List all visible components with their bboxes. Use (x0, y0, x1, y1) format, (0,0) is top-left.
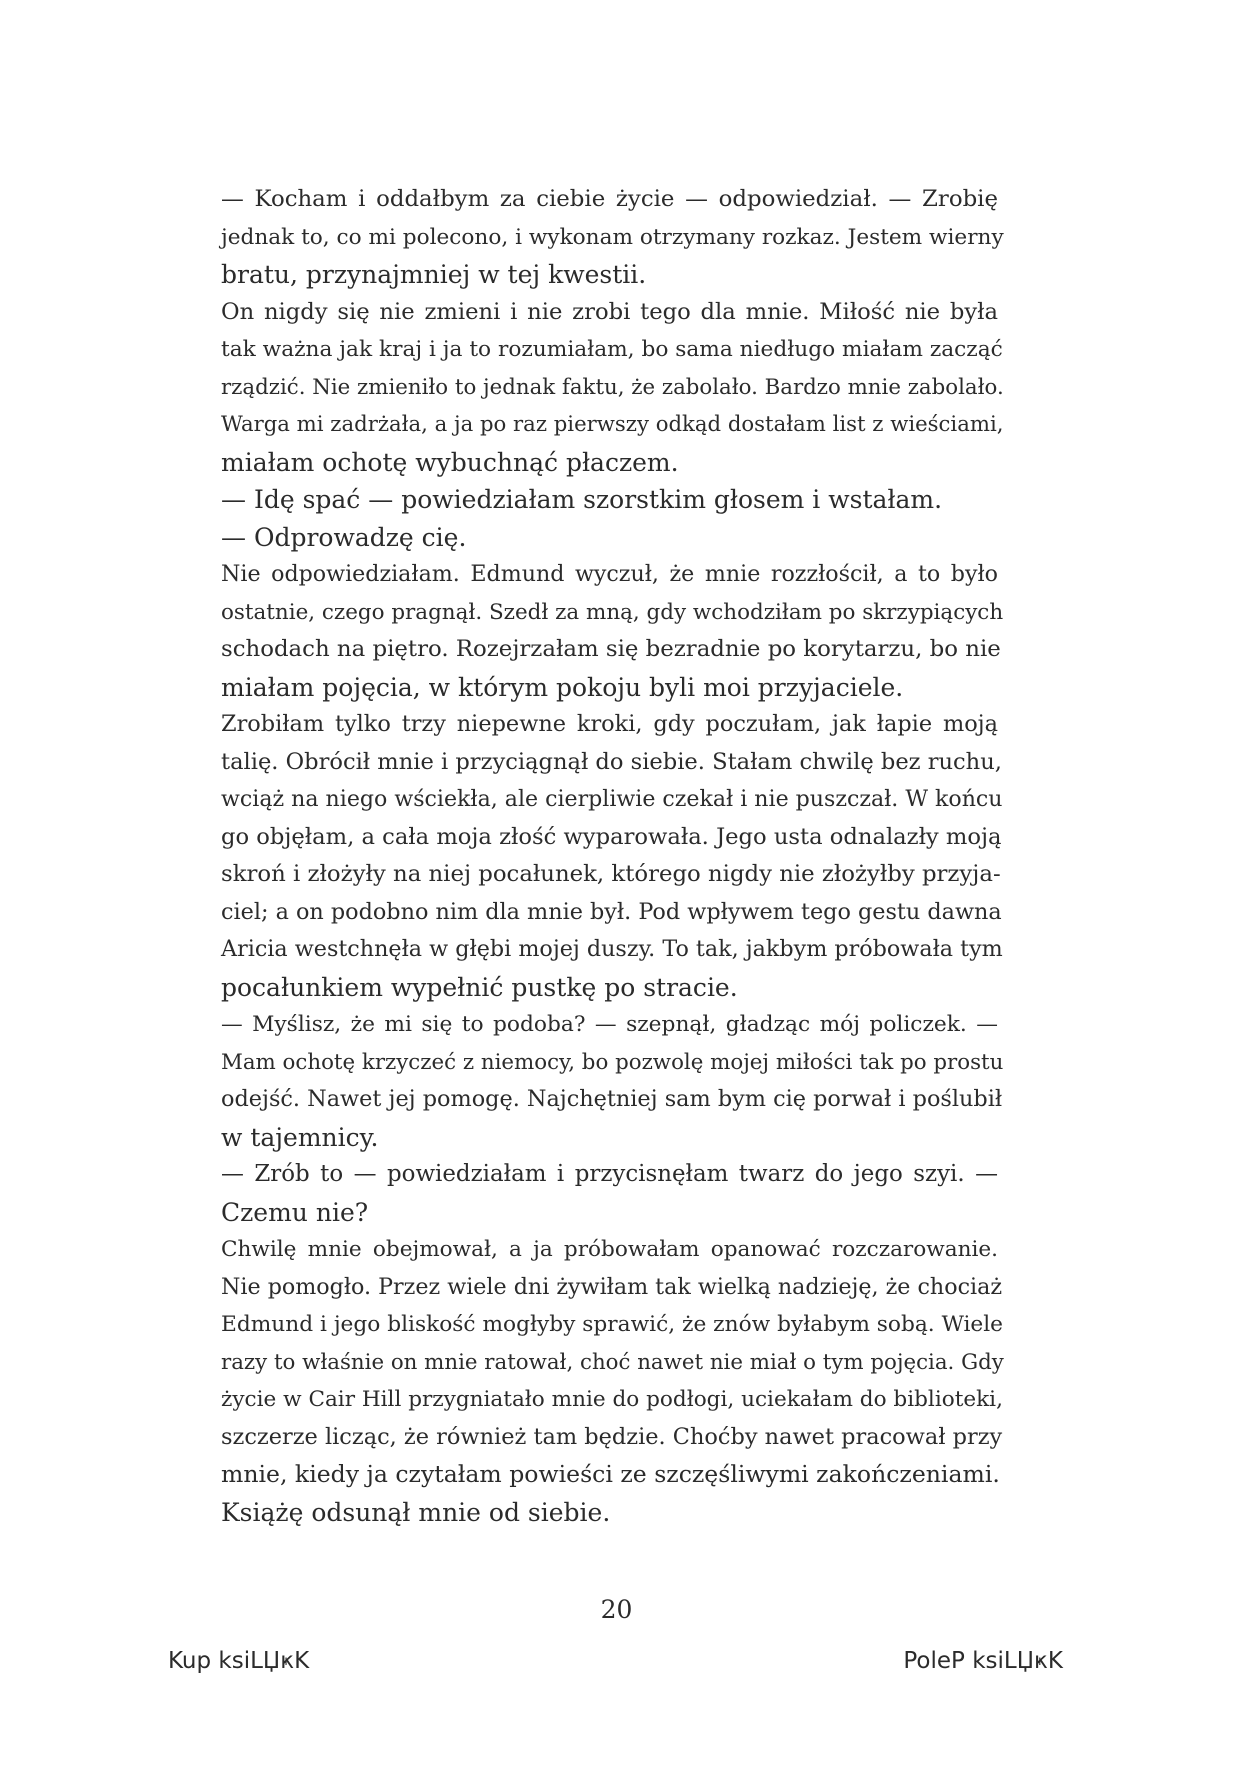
text-line: Mam ochotę krzyczeć z niemocy, bo pozwolę mojej miłości tak po prostu (221, 1049, 1004, 1075)
text-line: schodach na piętro. Rozejrzałam się bezradnie po korytarzu, bo nie (221, 636, 1001, 662)
text-line: wciąż na niego wściekła, ale cierpliwie czekał i nie puszczał. W końcu (221, 787, 1003, 812)
text-line: razy to właśnie on mnie ratował, choć nawet nie miał o tym pojęcia. Gdy (221, 1349, 1004, 1375)
text-line: — Odprowadzę cię. (221, 522, 467, 552)
text-line: — Idę spać — powiedziałam szorstkim głosem i wstałam. (221, 485, 943, 514)
paragraph (180, 481, 998, 519)
paragraph (180, 1231, 1004, 1494)
text-line: Nie pomogło. Przez wiele dni żywiłam tak wielką nadzieję, że chociaż (221, 1273, 1003, 1300)
text-line: skroń i złożyły na niej pocałunek, którego nigdy nie złożyłby przyja- (221, 861, 1001, 887)
text-line: ostatnie, czego pragnął. Szedł za mną, gdy wchodziłam po skrzypiących (221, 599, 1004, 625)
text-line: w tajemnicy. (221, 1122, 379, 1152)
text-line: miałam ochotę wybuchnąć płaczem. (221, 447, 679, 477)
text-line: Czemu nie? (221, 1197, 369, 1227)
paragraph (180, 1156, 998, 1231)
text-line: mnie, kiedy ja czytałam powieści ze szczęśliwymi zakończeniami. (221, 1460, 1000, 1488)
paragraph (180, 181, 1004, 294)
page-number: 20 (600, 1595, 633, 1624)
paragraph (180, 519, 998, 557)
text-line: — Zrób to — powiedziałam i przycisnęłam twarz do jego szyi. — (221, 1161, 998, 1187)
text-line: Edmund i jego bliskość mogłyby sprawić, że znów byłabym sobą. Wiele (221, 1312, 1004, 1337)
text-line: Nie odpowiedziałam. Edmund wyczuł, że mnie rozzłościł, a to było (221, 561, 998, 587)
text-line: życie w Cair Hill przygniatało mnie do podłogi, uciekałam do biblioteki, (221, 1387, 1003, 1412)
text-line: szczerze licząc, że również tam będzie. Choćby nawet pracował przy (221, 1423, 1003, 1450)
text-line: jednak to, co mi polecono, i wykonam otrzymany rozkaz. Jestem wierny (221, 224, 1004, 250)
text-line: ciel; a on podobno nim dla mnie był. Pod wpływem tego gestu dawna (221, 898, 1002, 925)
footer-left-text: Kup ksiLЏҝK (168, 1648, 310, 1674)
text-line: odejść. Nawet jej pomogę. Najchętniej sam bym cię porwał i poślubił (221, 1086, 1003, 1112)
text-line: — Myślisz, że mi się to podoba? — szepnął, gładząc mój policzek. — (221, 1012, 998, 1037)
text-line: go objęłam, a cała moja złość wyparowała. Jego usta odnalazły moją (221, 823, 1002, 850)
text-line: — Kocham i oddałbym za ciebie życie — odpowiedział. — Zrobię (221, 186, 998, 212)
text-line: Warga mi zadrżała, a ja po raz pierwszy odkąd dostałam list z wieściami, (221, 412, 1004, 437)
text-line: rządzić. Nie zmieniło to jednak faktu, że zabolało. Bardzo mnie zabolało. (221, 374, 1004, 400)
text-line: Chwilę mnie obejmował, a ja próbowałam opanować rozczarowanie. (221, 1237, 998, 1262)
text-line: Zrobiłam tylko trzy niepewne kroki, gdy poczułam, jak łapie moją (221, 711, 998, 737)
paragraph (180, 1006, 1004, 1156)
text-line: talię. Obrócił mnie i przyciągnął do siebie. Stałam chwilę bez ruchu, (221, 748, 1002, 775)
text-line: pocałunkiem wypełnić pustkę po stracie. (221, 972, 738, 1002)
text-line: On nigdy się nie zmieni i nie zrobi tego dla mnie. Miłość nie była (221, 298, 998, 325)
text-line: Aricia westchnęła w głębi mojej duszy. To tak, jakbym próbowała tym (221, 936, 1003, 962)
paragraph (180, 1494, 998, 1532)
paragraph (180, 556, 1004, 706)
body-text (180, 181, 1004, 1531)
footer-right-text: PoleP ksiLЏҝK (903, 1648, 1063, 1674)
paragraph (180, 706, 1003, 1006)
text-line: bratu, przynajmniej w tej kwestii. (221, 260, 647, 289)
text-line: Książę odsunął mnie od siebie. (221, 1497, 611, 1527)
text-line: tak ważna jak kraj i ja to rozumiałam, bo sama niedługo miałam zacząć (221, 337, 1003, 362)
text-line: miałam pojęcia, w którym pokoju byli moi przyjaciele. (221, 672, 904, 702)
paragraph (180, 294, 1004, 482)
